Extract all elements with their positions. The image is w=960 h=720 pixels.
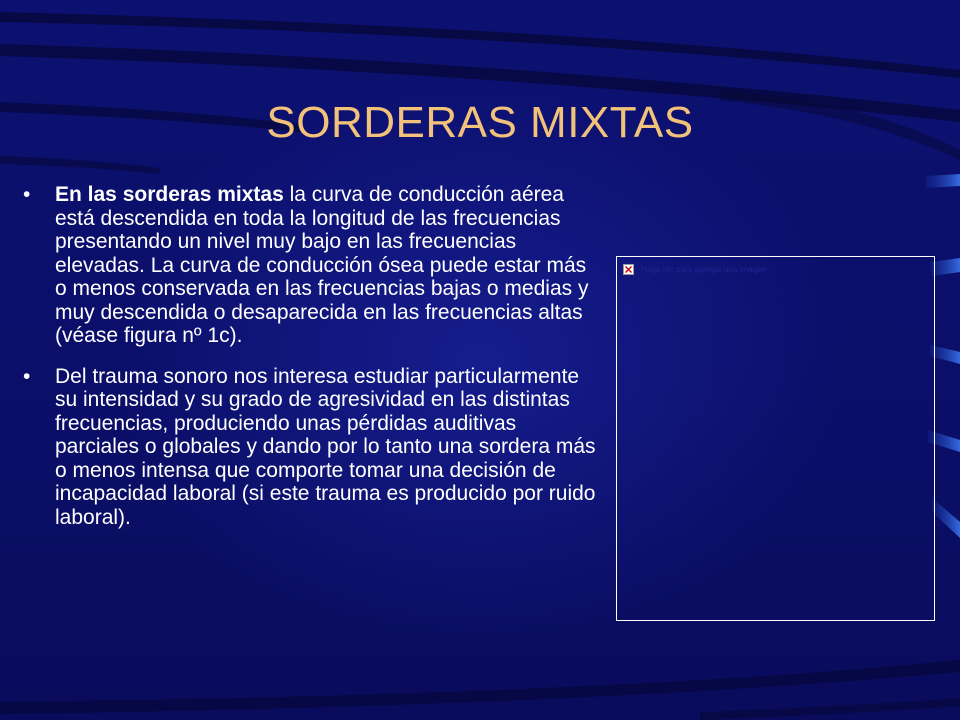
bullet-item <box>20 365 600 530</box>
bullet-dot: • <box>23 364 31 388</box>
bullet-dot: • <box>23 183 31 206</box>
bullet-item <box>20 183 600 348</box>
bullet-text: la curva de conducción aérea está descendida en toda la longitud de las frecuencias presentando un nivel muy bajo en las frecuencias elevadas. La curva de conducción ósea puede estar más o menos conservada en las frecuencias bajas o medias y muy descendida o desaparecida en las frecuencias altas (véase figura nº 1c). <box>55 183 589 347</box>
stripe <box>0 660 960 714</box>
bullet-list <box>20 183 600 546</box>
stripe <box>700 698 960 720</box>
image-placeholder-caption: Haga clic para agregar una imagen <box>641 265 766 274</box>
image-placeholder[interactable] <box>616 256 935 621</box>
slide-title: SORDERAS MIXTAS <box>266 98 694 147</box>
accent-stroke <box>926 174 960 188</box>
accent-stroke <box>932 498 960 538</box>
bullet-text: Del trauma sonoro nos interesa estudiar particularmente su intensidad y su grado de agresividad en las distintas frecuencias, produciendo unas pérdidas auditivas parciales o globales y dando por lo tanto una sordera más o menos intensa que comporte tomar una decisión de incapacidad laboral (si este trauma es producido por ruido laboral). <box>55 364 596 529</box>
broken-image-icon <box>623 264 634 275</box>
stripe <box>0 156 160 174</box>
bullet-lead-text: En las sorderas mixtas <box>55 183 284 206</box>
